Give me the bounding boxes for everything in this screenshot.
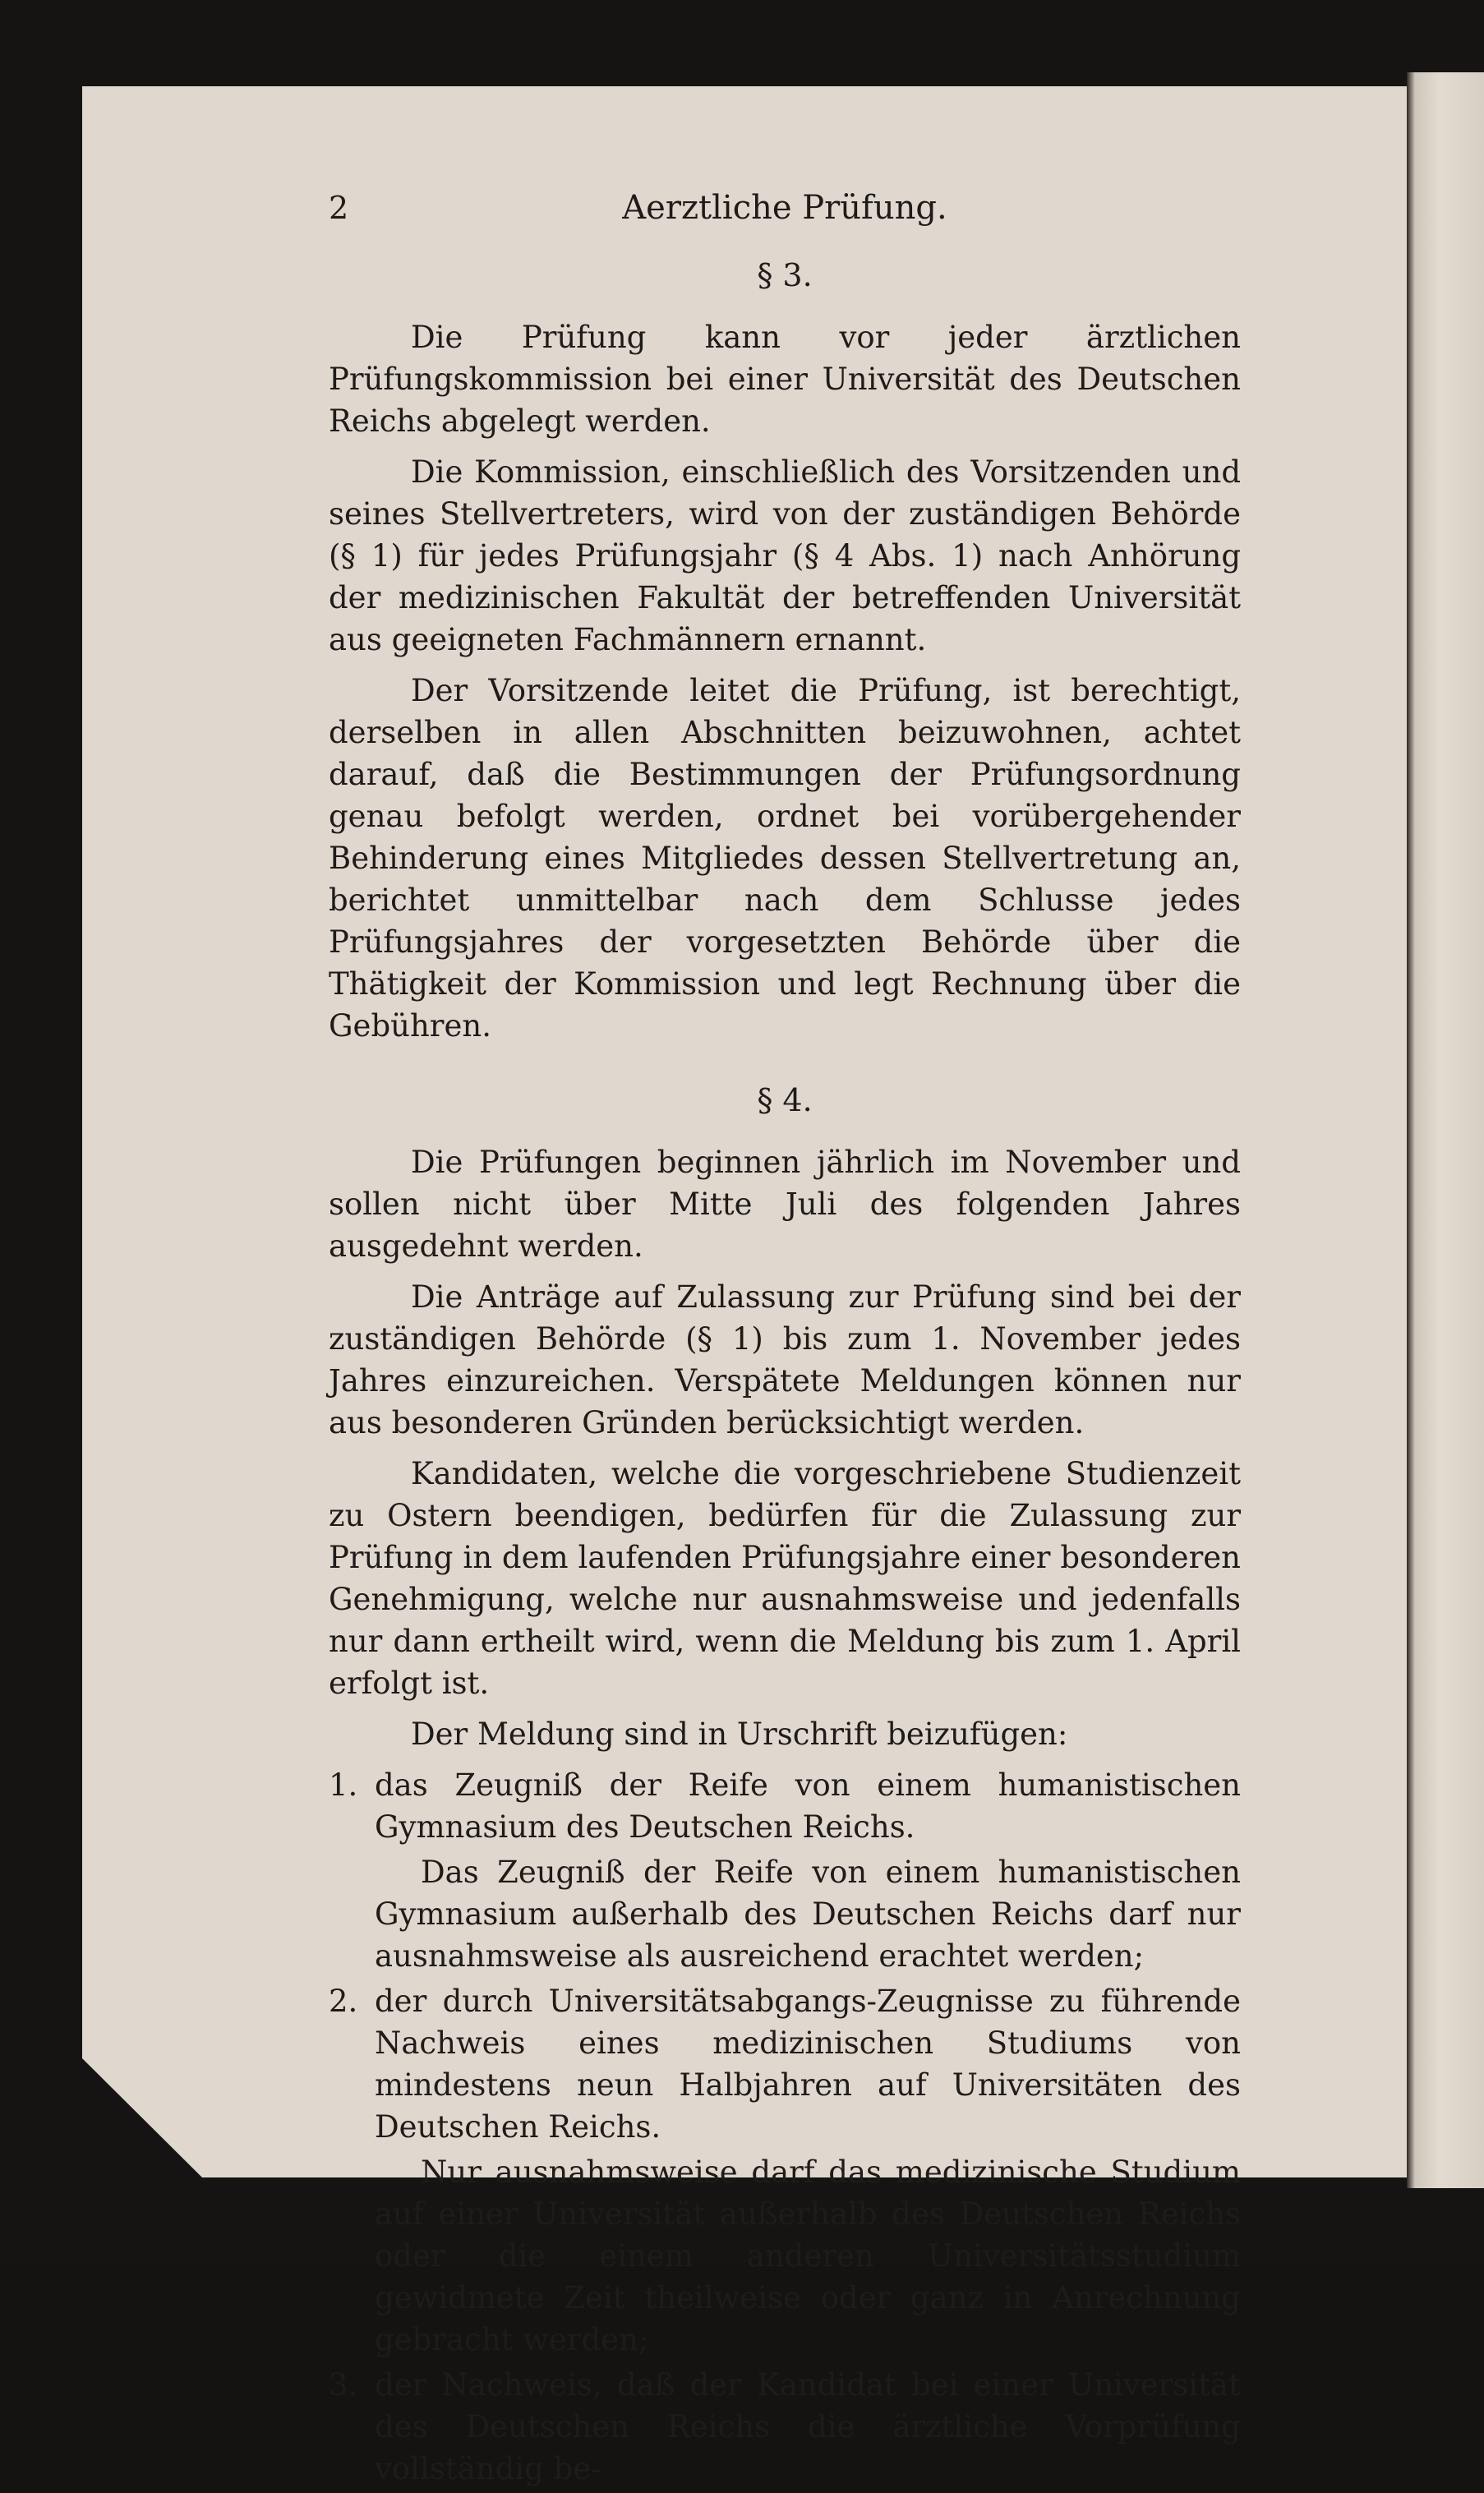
list-item	[329, 1764, 1241, 1977]
paragraph: Die Anträge auf Zulassung zur Prüfung sind bei der zuständigen Behörde (§ 1) bis zum 1. November jedes Jahres einzureichen. Verspätete Meldungen können nur aus besonderen Gründen berücksichtigt werden.	[329, 1279, 1241, 1440]
list-item	[329, 2364, 1241, 2490]
paragraph: Die Kommission, einschließlich des Vorsitzenden und seines Stellvertreters, wird von der zuständigen Behörde (§ 1) für jedes Prüfungsjahr (§ 4 Abs. 1) nach Anhörung der medizinischen Fakultät der betreffenden Universität aus geeigneten Fachmännern ernannt.	[329, 454, 1241, 657]
list-item-note: Nur ausnahmsweise darf das medizinische Studium auf einer Universität außerhalb des Deutschen Reichs oder die einem anderen Universitätsstudium gewidmete Zeit theilweise oder ganz in Anrechnung gebracht werden;	[375, 2154, 1241, 2357]
paragraph: Die Prüfung kann vor jeder ärztlichen Prüfungskommission bei einer Universität des Deutschen Reichs abgelegt werden.	[329, 320, 1241, 439]
list-item	[329, 1980, 1241, 2361]
section-heading: § 3.	[757, 257, 813, 293]
paragraph: Der Vorsitzende leitet die Prüfung, ist berechtigt, derselben in allen Abschnitten beizuwohnen, achtet darauf, daß die Bestimmungen der Prüfungsordnung genau befolgt werden, ordnet bei vorübergehender Behinderung eines Mitgliedes dessen Stellvertretung an, berichtet unmittelbar nach dem Schlusse jedes Prüfungsjahres der vorgesetzten Behörde über die Thätigkeit der Kommission und legt Rechnung über die Gebühren.	[329, 673, 1241, 1044]
page-number: 2	[329, 190, 349, 226]
running-title: Aerztliche Prüfung.	[622, 189, 947, 227]
requirements-list	[329, 1764, 1241, 2490]
list-item-text: das Zeugniß der Reife von einem humanistischen Gymnasium des Deutschen Reichs.	[375, 1767, 1241, 1845]
paragraph: Kandidaten, welche die vorgeschriebene Studienzeit zu Ostern beendigen, bedürfen für die Zulassung zur Prüfung in dem laufenden Prüfungsjahre einer besonderen Genehmigung, welche nur ausnahmsweise und jedenfalls nur dann ertheilt wird, wenn die Meldung bis zum 1. April erfolgt ist.	[329, 1456, 1241, 1701]
list-item-text: der durch Universitätsabgangs-Zeugnisse zu führende Nachweis eines medizinischen Studiums von mindestens neun Halbjahren auf Universitäten des Deutschen Reichs.	[375, 1984, 1241, 2145]
list-item-number: 2.	[329, 1984, 358, 2019]
section-heading: § 4.	[757, 1082, 813, 1118]
list-item-number: 1.	[329, 1767, 358, 1803]
list-item-number: 3.	[329, 2367, 358, 2403]
running-head	[329, 173, 1241, 238]
section-4	[329, 1080, 1241, 2490]
page-content	[329, 173, 1241, 2493]
list-item-text: der Nachweis, daß der Kandidat bei einer Universität des Deutschen Reichs die ärztliche Vorprüfung vollständig be-	[375, 2367, 1241, 2486]
section-3	[329, 255, 1241, 1047]
paragraph: Der Meldung sind in Urschrift beizufügen:	[411, 1717, 1068, 1752]
facing-page-edge	[1407, 72, 1484, 2188]
list-item-note: Das Zeugniß der Reife von einem humanistischen Gymnasium außerhalb des Deutschen Reichs darf nur ausnahmsweise als ausreichend erachtet werden;	[375, 1855, 1241, 1974]
paragraph: Die Prüfungen beginnen jährlich im November und sollen nicht über Mitte Juli des folgenden Jahres ausgedehnt werden.	[329, 1145, 1241, 1264]
